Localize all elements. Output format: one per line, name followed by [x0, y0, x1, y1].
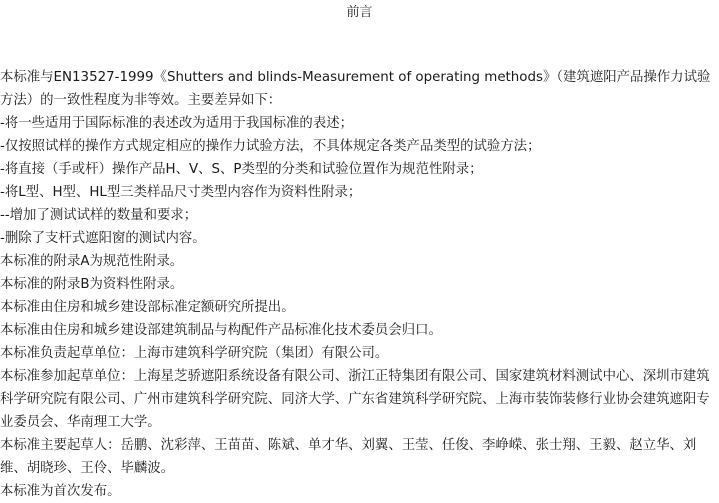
paragraph-main-drafters: 本标准主要起草人：岳鹏、沈彩萍、王苗苗、陈斌、单才华、刘翼、王莹、任俊、李峥嵘、张士翔、王毅、赵立华、刘维、胡晓珍、王伶、毕麟波。 — [0, 438, 697, 476]
paragraph-difference-5: --增加了测试试样的数量和要求； — [0, 208, 198, 223]
paragraph-proposed-by: 本标准由住房和城乡建设部标准定额研究所提出。 — [0, 300, 295, 315]
paragraph-appendix-b: 本标准的附录B为资料性附录。 — [0, 277, 184, 292]
paragraph-first-release: 本标准为首次发布。 — [0, 484, 121, 499]
document-title: 前言 — [346, 5, 373, 20]
paragraph-difference-4: -将L型、H型、HL型三类样品尺寸类型内容作为资料性附录； — [0, 185, 362, 200]
paragraph-difference-2: -仅按照试样的操作方式规定相应的操作力试验方法，不具体规定各类产品类型的试验方法； — [0, 139, 541, 154]
paragraph-equivalence: 本标准与EN13527-1999《Shutters and blinds-Measurement of operating methods》（建筑遮阳产品操作力试验方法）的一致性程度为非等效。主要差异如下： — [0, 70, 711, 108]
document-body — [0, 66, 719, 503]
paragraph-difference-1: -将一些适用于国际标准的表述改为适用于我国标准的表述； — [0, 116, 353, 131]
paragraph-difference-6: -删除了支杆式遮阳窗的测试内容。 — [0, 231, 206, 246]
paragraph-managed-by: 本标准由住房和城乡建设部建筑制品与构配件产品标准化技术委员会归口。 — [0, 323, 442, 338]
paragraph-appendix-a: 本标准的附录A为规范性附录。 — [0, 254, 184, 269]
paragraph-lead-drafter: 本标准负责起草单位：上海市建筑科学研究院（集团）有限公司。 — [0, 346, 389, 361]
paragraph-participating-drafters: 本标准参加起草单位：上海星芝骄遮阳系统设备有限公司、浙江正特集团有限公司、国家建筑材料测试中心、深圳市建筑科学研究院有限公司、广州市建筑科学研究院、同济大学、广东省建筑科学研究院、上海市装饰装修行业协会建筑遮阳专业委员会、华南理工大学。 — [0, 369, 710, 430]
paragraph-difference-3: -将直接（手或杆）操作产品H、V、S、P类型的分类和试验位置作为规范性附录； — [0, 162, 483, 177]
